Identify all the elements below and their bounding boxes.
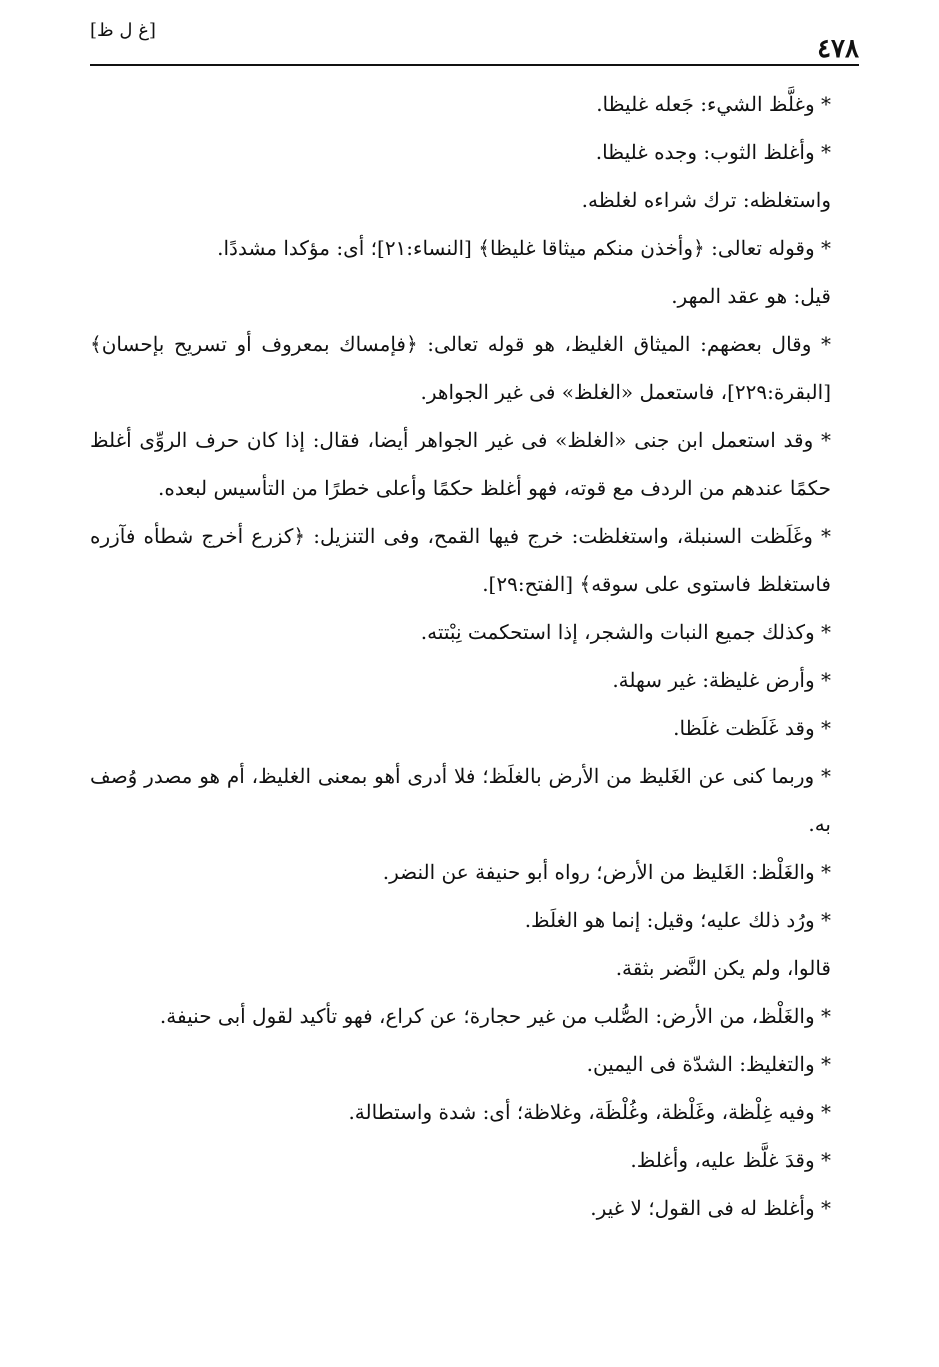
- entry-paragraph: * وقد استعمل ابن جنى «الغلظ» فى غير الجواهر أيضا، فقال: إذا كان حرف الروِّى أغلظ حكمًا عندهم من الردف مع قوته، فهو أغلظ حكمًا وأعلى خطرًا من التأسيس لبعده.: [90, 428, 831, 500]
- entry-paragraph: * والغَلْظ، من الأرض: الصُّلب من غير حجارة؛ عن كراع، فهو تأكيد لقول أبى حنيفة.: [159, 1004, 831, 1028]
- entry-paragraph: قيل: هو عقد المهر.: [671, 284, 831, 308]
- entry-paragraph: * وكذلك جميع النبات والشجر، إذا استحكمت نِبْتته.: [420, 620, 831, 644]
- entry-paragraph: * وفيه غِلْظة، وغَلْظة، وغُلْظَة، وغلاظة؛ أى: شدة واستطالة.: [348, 1100, 831, 1124]
- running-head-root-letters: [غ ل ظ]: [90, 20, 156, 41]
- entry-paragraph: * وربما كنى عن الغَليظ من الأرض بالغلَظ؛ فلا أدرى أهو بمعنى الغليظ، أم هو مصدر وُصف به.: [90, 764, 831, 836]
- entry-paragraph: * والغَلْظ: الغَليظ من الأرض؛ رواه أبو حنيفة عن النضر.: [382, 860, 831, 884]
- page-number: ٤٧٨: [817, 34, 859, 64]
- entry-paragraph: قالوا، ولم يكن النَّضر بثقة.: [615, 956, 831, 980]
- header-rule: [90, 64, 859, 66]
- entry-paragraph: * وأغلظ الثوب: وجده غليظا.: [595, 140, 831, 164]
- entry-paragraph: * وأغلظ له فى القول؛ لا غير.: [590, 1196, 831, 1220]
- entry-paragraph: * وقدَ غلَّظ عليه، وأغلظ.: [630, 1148, 831, 1172]
- entry-body: [90, 80, 859, 1232]
- entry-paragraph: واستغلظه: ترك شراءه لغلظه.: [581, 188, 831, 212]
- entry-paragraph: * والتغليظ: الشدّة فى اليمين.: [586, 1052, 831, 1076]
- entry-paragraph: * وقد غَلَظت غلَظا.: [673, 716, 831, 740]
- entry-paragraph: * وقوله تعالى: ﴿وأخذن منكم ميثاقا غليظا﴾ [النساء:٢١]؛ أى: مؤكدا مشددًا.: [217, 236, 831, 260]
- entry-paragraph: * وغلَّظ الشيء: جَعله غليظا.: [596, 92, 831, 116]
- entry-paragraph: * وأرض غليظة: غير سهلة.: [612, 668, 831, 692]
- page-header: [90, 20, 859, 68]
- entry-paragraph: * وقال بعضهم: الميثاق الغليظ، هو قوله تعالى: ﴿فإمساك بمعروف أو تسريح بإحسان﴾ [البقرة:٢٢٩]، فاستعمل «الغلظ» فى غير الجواهر.: [90, 332, 831, 404]
- entry-paragraph: * وغَلَظت السنبلة، واستغلظت: خرج فيها القمح، وفى التنزيل: ﴿كزرع أخرج شطأه فآزره فاستغلظ فاستوى على سوقه﴾ [الفتح:٢٩].: [90, 524, 831, 596]
- entry-paragraph: * ورُد ذلك عليه؛ وقيل: إنما هو الغلَظ.: [524, 908, 831, 932]
